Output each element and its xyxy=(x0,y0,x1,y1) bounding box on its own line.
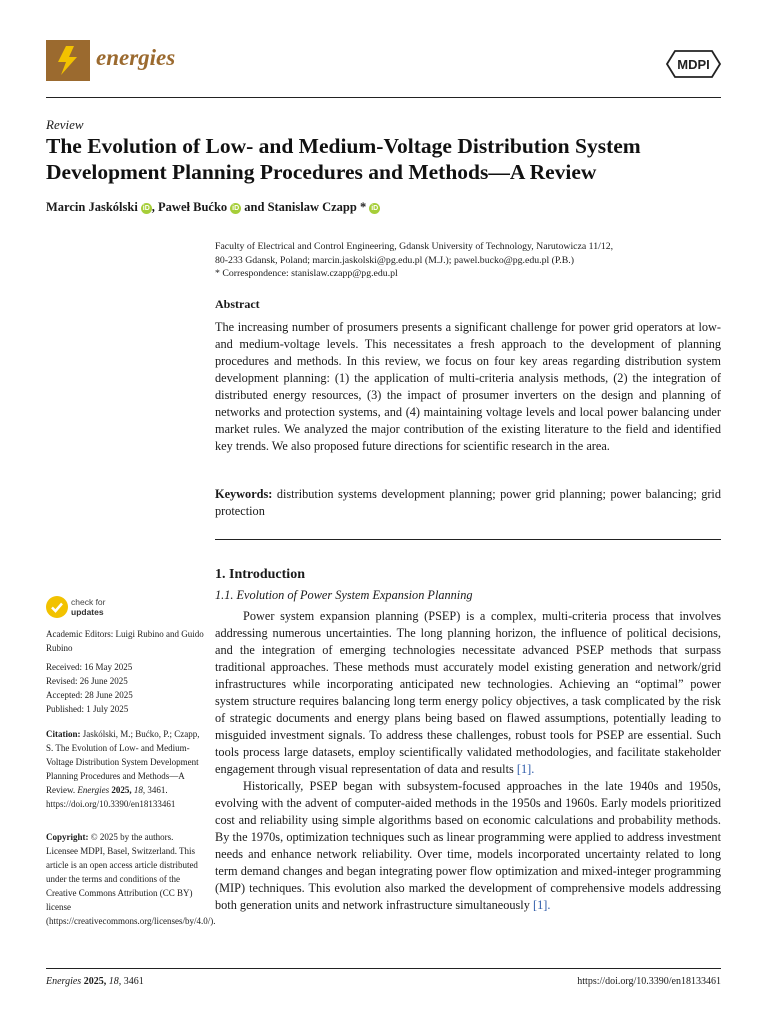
mdpi-logo xyxy=(666,49,721,79)
author-name[interactable]: Paweł Bućko xyxy=(158,200,228,214)
reference-link[interactable]: 1 xyxy=(520,762,528,776)
affiliations: Faculty of Electrical and Control Engineering, Gdansk University of Technology, Narutowicza 11/12, 80-233 Gdansk, Poland; marcin.jaskolski@pg.edu.pl (M.J.); pawel.bucko@pg.edu.pl (P.B.) * Correspondence: stanislaw.czapp@pg.edu.pl xyxy=(215,240,725,281)
copyright: Copyright: © 2025 by the authors. Licensee MDPI, Basel, Switzerland. This article is an open access article distributed under the terms and conditions of the Creative Commons Attribution (CC BY) license (https://creativecommons.org/licenses/by/4.0/). xyxy=(46,832,216,926)
body-text xyxy=(215,608,721,914)
paragraph: Historically, PSEP began with subsystem-focused approaches in the late 1940s and 1950s, evolving with the advent of computer-aided methods in the 1950s and 1960s. Early models prioritized cost and reliability using simple algorithms based on economic calculations and probability methods. By the 1970s, optimization techniques such as linear programming were applied to address investment needs and enhance network reliability. Over time, models incorporated uncertainty related to long term demand changes and began integrating power flow optimization and mixed-integer programming (MIP) techniques. This evolution also marked the development of comprehensive models addressing both generation units and network infrastructure simultaneously [1]. xyxy=(215,779,721,912)
orcid-icon[interactable]: iD xyxy=(371,205,379,212)
reference-link[interactable]: 1 xyxy=(537,898,544,912)
author-list: Marcin Jaskólski iD , Paweł Bućko iD and Stanislaw Czapp * iD xyxy=(46,200,379,214)
journal-logo xyxy=(46,40,90,81)
academic-editors: Academic Editors: Luigi Rubino and Guido Rubino xyxy=(46,629,204,653)
author-name[interactable]: Marcin Jaskólski xyxy=(46,200,138,214)
orcid-icon[interactable]: iD xyxy=(232,205,240,212)
paragraph: Power system expansion planning (PSEP) is a complex, multi-criteria process that involves addressing numerous uncertainties. The long planning horizon, the influence of political decisions, and the integration of emerging technologies necessitate advanced PSEP methods that surpass traditional approaches. These methods must accurately model existing generation and network/grid infrastructures while incorporating anticipated new technologies. Achieving an “optimal” power system structure requires balancing long term energy policy objectives, a task complicated by the risk of strategic documents and energy plans being based on flawed assumptions, potentially leading to misguided investment signals. To address these challenges, robust tools for PSEP are essential. Such tools process large datasets, employ scientifically validated methodologies, and facilitate stakeholder engagement through visual representation of data and results [1]. xyxy=(215,609,721,776)
footer-doi-link[interactable]: https://doi.org/10.3390/en18133461 xyxy=(577,976,721,987)
footer-citation: Energies 2025, 18, 3461 xyxy=(46,976,144,987)
author-name[interactable]: Stanislaw Czapp * xyxy=(267,200,367,214)
check-updates-icon xyxy=(46,596,68,618)
article-title: The Evolution of Low- and Medium-Voltage Distribution System Development Planning Procedures and Methods—A Review xyxy=(46,134,641,184)
correspondence: * Correspondence: stanislaw.czapp@pg.edu.pl xyxy=(215,268,398,279)
orcid-icon[interactable]: iD xyxy=(142,205,150,212)
keywords xyxy=(215,486,721,520)
header-rule xyxy=(46,97,721,98)
dates: Received: 16 May 2025 Revised: 26 June 2025 Accepted: 28 June 2025 Published: 1 July 2025 xyxy=(46,662,133,714)
journal-name: energies xyxy=(96,45,176,70)
citation: Citation: Jaskólski, M.; Bućko, P.; Czapp, S. The Evolution of Low- and Medium-Voltage Distribution System Development Planning Procedures and Methods—A Review. Energies 2025, 18, 3461. https://doi.org/10.3390/en18133461 xyxy=(46,729,200,809)
keywords-label: Keywords: xyxy=(215,487,273,501)
subsection-title: 1.1. Evolution of Power System Expansion Planning xyxy=(215,588,473,602)
section-rule xyxy=(215,539,721,540)
keywords-text: distribution systems development planning; power grid planning; power balancing; grid protection xyxy=(215,487,722,518)
footer-rule xyxy=(46,968,721,969)
section-title: 1. Introduction xyxy=(215,567,305,582)
article-type: Review xyxy=(46,117,84,132)
abstract-heading: Abstract xyxy=(215,297,260,311)
abstract-text: The increasing number of prosumers presents a significant challenge for power grid operators at low- and medium-voltage levels. This necessitates a fresh approach to the development of planning procedures and methods. In this review, we focus on four key areas regarding distribution system development planning: (1) the application of multi-criteria analysis methods, (2) the integration of distributed energy resources, (3) the impact of prosumer inverters on the design and planning of networks and protection systems, and (4) maintaining voltage levels and local power balancing under market rules. We analyzed the major contribution of the existing literature to the field and identified key trends. We also proposed future directions for scientific research in the area. xyxy=(215,320,721,453)
publisher-name: MDPI xyxy=(677,57,710,72)
citation-doi-link[interactable]: 3461. https://doi.org/10.3390/en18133461 xyxy=(46,785,176,809)
check-for-updates-button[interactable]: check for updates xyxy=(46,596,166,622)
